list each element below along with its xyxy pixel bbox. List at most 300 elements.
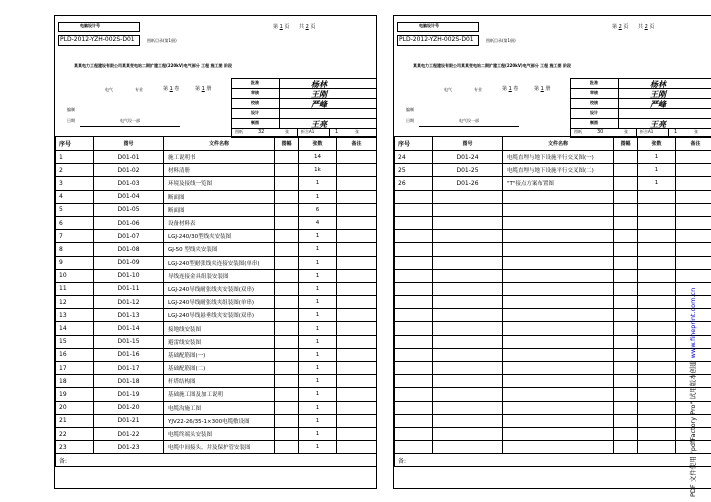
table-row — [395, 414, 711, 427]
row-copies — [638, 190, 676, 203]
signature-approve: 杨林 — [311, 79, 327, 89]
row-remark — [676, 256, 711, 269]
row-file-name — [503, 296, 614, 309]
row-file-name — [503, 190, 614, 203]
row-index: 20 — [56, 401, 94, 414]
signature-approve: 杨林 — [650, 79, 666, 89]
row-file-name — [503, 362, 614, 375]
row-drawing-code — [433, 348, 503, 361]
table-row — [395, 164, 711, 177]
row-remark — [337, 151, 377, 164]
table-row — [56, 256, 377, 269]
row-copies — [638, 216, 676, 229]
row-index — [395, 309, 433, 322]
pdf-watermark — [688, 288, 697, 497]
row-file-name: LGJ-240导线耐张线夹组装图(单串) — [164, 296, 275, 309]
row-size — [275, 441, 299, 454]
role-check: 校核 — [590, 100, 598, 105]
date-label: 日期 — [67, 118, 75, 123]
col-copies-header: 张数 — [299, 137, 337, 151]
table-row — [395, 177, 711, 190]
design-label: 编制 — [67, 107, 75, 112]
row-drawing-code: D01-06 — [94, 216, 164, 229]
row-drawing-code — [433, 388, 503, 401]
row-copies: 1 — [299, 414, 337, 427]
row-remark — [676, 203, 711, 216]
a1-count: 1 — [674, 129, 678, 135]
row-remark — [676, 190, 711, 203]
table-row — [56, 164, 377, 177]
row-remark — [337, 216, 377, 229]
row-size — [614, 427, 638, 440]
row-drawing-code — [433, 401, 503, 414]
table-row — [56, 282, 377, 295]
row-drawing-code — [433, 322, 503, 335]
row-index — [395, 190, 433, 203]
row-size — [614, 414, 638, 427]
row-remark — [337, 401, 377, 414]
row-remark — [676, 230, 711, 243]
row-drawing-code: D01-08 — [94, 243, 164, 256]
row-copies: 1 — [638, 164, 676, 177]
table-row — [395, 335, 711, 348]
row-drawing-code: D01-24 — [433, 151, 503, 164]
count-div-1 — [636, 128, 637, 136]
row-file-name — [503, 269, 614, 282]
project-title: 某某电力工程建设有限公司某某变电站二期扩建工程(220kV)电气部分 工程 施工图 阶段 — [74, 63, 232, 68]
row-file-name: GJ-50 型线夹安装图 — [164, 243, 275, 256]
table-row — [395, 190, 711, 203]
row-size — [275, 216, 299, 229]
vol-number: 第 1 卷 — [163, 86, 180, 92]
row-copies: 1 — [299, 401, 337, 414]
row-index — [395, 441, 433, 454]
col-index-header: 序号 — [56, 137, 94, 151]
sig-line-1 — [570, 88, 711, 89]
row-drawing-code — [433, 190, 503, 203]
row-remark — [337, 243, 377, 256]
a1-count: 1 — [335, 129, 339, 135]
row-remark — [337, 427, 377, 440]
row-index — [395, 388, 433, 401]
row-copies: 1 — [299, 427, 337, 440]
row-drawing-code: D01-05 — [94, 203, 164, 216]
row-index — [395, 414, 433, 427]
col-size-header: 图幅 — [614, 137, 638, 151]
table-row — [56, 401, 377, 414]
row-size — [614, 190, 638, 203]
row-size — [614, 230, 638, 243]
table-row — [56, 362, 377, 375]
row-drawing-code: D01-13 — [94, 309, 164, 322]
row-drawing-code — [433, 216, 503, 229]
row-index — [395, 269, 433, 282]
row-drawing-code: D01-04 — [94, 190, 164, 203]
row-index: 17 — [56, 362, 94, 375]
row-size — [275, 335, 299, 348]
row-drawing-code: D01-03 — [94, 177, 164, 190]
row-drawing-code: D01-15 — [94, 335, 164, 348]
row-copies — [638, 414, 676, 427]
row-copies: 1 — [299, 243, 337, 256]
row-size — [275, 151, 299, 164]
row-copies: 1 — [299, 335, 337, 348]
row-copies: 6 — [299, 203, 337, 216]
sig-line-2 — [231, 98, 376, 99]
row-index — [395, 256, 433, 269]
row-copies: 1k — [299, 164, 337, 177]
design-underline — [419, 126, 519, 127]
drawing-index-table — [394, 136, 711, 467]
row-file-name: 接地线安装图 — [164, 322, 275, 335]
row-size — [275, 401, 299, 414]
table-row — [56, 269, 377, 282]
sheet-unit: 张 — [285, 129, 289, 134]
row-drawing-code — [433, 414, 503, 427]
table-header-row — [56, 137, 377, 151]
row-copies — [638, 256, 676, 269]
row-file-name — [503, 243, 614, 256]
table-row — [56, 230, 377, 243]
col-size-header: 图幅 — [275, 137, 299, 151]
row-copies: 1 — [299, 348, 337, 361]
row-copies: 1 — [299, 322, 337, 335]
watermark-text: PDF 文件使用 "pdfFactory Pro" 试用版本创建 — [689, 358, 697, 497]
row-copies — [638, 269, 676, 282]
col-code-header: 图号 — [433, 137, 503, 151]
row-index — [395, 216, 433, 229]
row-file-name — [503, 230, 614, 243]
role-design: 设计 — [590, 110, 598, 115]
row-remark — [337, 203, 377, 216]
vol-label: 专业 — [135, 87, 143, 92]
table-row — [56, 216, 377, 229]
table-row — [56, 427, 377, 440]
row-size — [614, 296, 638, 309]
table-row — [56, 414, 377, 427]
table-row — [395, 362, 711, 375]
role-draw: 制图 — [590, 120, 598, 125]
col-name-header: 文件名称 — [164, 137, 275, 151]
row-index: 8 — [56, 243, 94, 256]
doc-no: PLD-2012-YZH-002S-D01 — [399, 36, 474, 43]
row-file-name: 电缆中间接头、井及保护管安装图 — [164, 441, 275, 454]
row-size — [614, 282, 638, 295]
watermark-link[interactable]: www.fineprint.com.cn — [689, 287, 697, 359]
row-copies: 4 — [299, 216, 337, 229]
row-index — [395, 375, 433, 388]
row-drawing-code: D01-21 — [94, 414, 164, 427]
row-index — [395, 362, 433, 375]
row-file-name: 基础配筋图(二) — [164, 362, 275, 375]
table-row — [395, 388, 711, 401]
row-drawing-code: D01-18 — [94, 375, 164, 388]
row-size — [614, 335, 638, 348]
row-file-name: 断面图 — [164, 203, 275, 216]
dept-label: 电气 — [105, 87, 113, 92]
row-size — [275, 177, 299, 190]
row-copies — [638, 388, 676, 401]
table-row — [395, 203, 711, 216]
row-file-name — [503, 348, 614, 361]
row-remark — [676, 243, 711, 256]
table-row — [395, 322, 711, 335]
row-copies: 1 — [299, 230, 337, 243]
row-drawing-code — [433, 375, 503, 388]
row-remark — [676, 216, 711, 229]
row-copies — [638, 322, 676, 335]
sig-line-1 — [231, 88, 376, 89]
row-index: 16 — [56, 348, 94, 361]
row-file-name — [503, 216, 614, 229]
role-draw: 制图 — [251, 120, 259, 125]
book-number: 第 1 册 — [534, 86, 551, 92]
role-review: 审核 — [590, 90, 598, 95]
row-size — [275, 243, 299, 256]
row-size — [275, 388, 299, 401]
table-row — [395, 375, 711, 388]
row-size — [614, 256, 638, 269]
col-remark-header: 备注 — [337, 137, 377, 151]
col-code-header: 图号 — [94, 137, 164, 151]
row-drawing-code — [433, 256, 503, 269]
drawing-index-sheet-2 — [393, 15, 711, 489]
row-file-name: 基础施工图及加工说明 — [164, 388, 275, 401]
row-size — [614, 269, 638, 282]
design-unit: 电气设一部 — [120, 118, 140, 123]
row-copies: 1 — [299, 282, 337, 295]
row-index: 12 — [56, 296, 94, 309]
row-copies: 1 — [299, 269, 337, 282]
role-review: 审核 — [251, 90, 259, 95]
row-drawing-code — [433, 362, 503, 375]
sheet-unit: 张 — [624, 129, 628, 134]
table-row — [395, 309, 711, 322]
row-file-name — [503, 388, 614, 401]
a1-label: 折合A1 — [301, 129, 315, 134]
role-design: 设计 — [251, 110, 259, 115]
table-row — [395, 282, 711, 295]
row-size — [275, 348, 299, 361]
row-drawing-code: D01-09 — [94, 256, 164, 269]
footer-note-label: 备: — [56, 454, 377, 467]
row-size — [614, 216, 638, 229]
table-header-row — [395, 137, 711, 151]
row-size — [275, 296, 299, 309]
row-drawing-code — [433, 296, 503, 309]
row-index — [395, 243, 433, 256]
row-index — [395, 427, 433, 440]
table-row — [395, 230, 711, 243]
row-drawing-code: D01-25 — [433, 164, 503, 177]
row-copies: 1 — [299, 388, 337, 401]
row-index — [395, 322, 433, 335]
table-row — [395, 348, 711, 361]
table-row — [56, 335, 377, 348]
table-row — [395, 243, 711, 256]
row-size — [275, 427, 299, 440]
sig-line-4 — [231, 118, 376, 119]
design-label: 编制 — [406, 107, 414, 112]
row-copies — [638, 282, 676, 295]
footer-note-label: 备: — [395, 454, 711, 467]
row-remark — [337, 322, 377, 335]
row-index: 19 — [56, 388, 94, 401]
row-file-name: LGJ-240导线耐张线夹安装图(双串) — [164, 282, 275, 295]
row-file-name: YJV22-26/35-1×300电缆敷设图 — [164, 414, 275, 427]
row-drawing-code — [433, 441, 503, 454]
row-size — [614, 309, 638, 322]
row-copies — [638, 375, 676, 388]
row-file-name: 材料清册 — [164, 164, 275, 177]
row-remark — [676, 269, 711, 282]
row-size — [275, 164, 299, 177]
row-drawing-code: D01-10 — [94, 269, 164, 282]
row-copies — [638, 230, 676, 243]
signature-draw: 王亮 — [650, 119, 666, 129]
count-div-1 — [297, 128, 298, 136]
row-index: 7 — [56, 230, 94, 243]
table-row — [56, 296, 377, 309]
table-row — [56, 190, 377, 203]
row-drawing-code: D01-12 — [94, 296, 164, 309]
doc-no: PLD-2012-YZH-002S-D01 — [60, 36, 135, 43]
sig-divider — [279, 78, 280, 128]
table-body — [56, 151, 377, 454]
row-file-name: LGJ-240导线悬垂线夹安装图(双串) — [164, 309, 275, 322]
role-approve: 批准 — [251, 80, 259, 85]
table-row — [395, 441, 711, 454]
page-counter: 第 2 页 共 2 页 — [612, 24, 655, 30]
row-index — [395, 296, 433, 309]
row-remark — [337, 269, 377, 282]
table-row — [56, 322, 377, 335]
row-file-name: LGJ-240/30型线夹安装图 — [164, 230, 275, 243]
a1-unit: 张 — [694, 129, 698, 134]
count-label: 图纸 — [235, 129, 243, 134]
row-file-name — [503, 203, 614, 216]
project-no-label: 电脑设计号 — [419, 23, 439, 28]
row-drawing-code — [433, 427, 503, 440]
row-size — [614, 203, 638, 216]
row-remark — [676, 151, 711, 164]
sheet-count: 30 — [597, 129, 604, 135]
row-index — [395, 203, 433, 216]
table-row — [395, 427, 711, 440]
row-file-name — [503, 441, 614, 454]
row-file-name — [503, 401, 614, 414]
row-remark — [337, 177, 377, 190]
sheet-header — [55, 16, 376, 136]
row-file-name — [503, 414, 614, 427]
row-remark — [337, 441, 377, 454]
row-remark — [337, 282, 377, 295]
row-remark — [676, 177, 711, 190]
signature-draw: 王亮 — [311, 119, 327, 129]
row-remark — [337, 375, 377, 388]
row-drawing-code: D01-22 — [94, 427, 164, 440]
table-footer — [56, 454, 377, 467]
index-note: 图纸目录(第1册) — [486, 38, 516, 43]
a1-label: 折合A1 — [640, 129, 654, 134]
col-copies-header: 张数 — [638, 137, 676, 151]
table-row — [56, 243, 377, 256]
row-drawing-code — [433, 203, 503, 216]
row-file-name: 设备材料表 — [164, 216, 275, 229]
row-size — [614, 322, 638, 335]
row-remark — [337, 164, 377, 177]
row-index: 22 — [56, 427, 94, 440]
row-size — [275, 362, 299, 375]
sig-divider — [618, 78, 619, 128]
sig-line-3 — [570, 108, 711, 109]
row-index: 24 — [395, 151, 433, 164]
row-size — [614, 362, 638, 375]
row-size — [614, 243, 638, 256]
col-remark-header: 备注 — [676, 137, 711, 151]
row-size — [275, 269, 299, 282]
row-index: 11 — [56, 282, 94, 295]
col-index-header: 序号 — [395, 137, 433, 151]
row-copies — [638, 362, 676, 375]
row-copies — [638, 309, 676, 322]
table-row — [395, 216, 711, 229]
project-no-label: 电脑设计号 — [80, 23, 100, 28]
row-drawing-code — [433, 269, 503, 282]
row-remark — [676, 164, 711, 177]
page-counter: 第 1 页 共 2 页 — [273, 24, 316, 30]
table-row — [395, 296, 711, 309]
row-index — [395, 348, 433, 361]
row-drawing-code: D01-02 — [94, 164, 164, 177]
vol-number: 第 1 卷 — [502, 86, 519, 92]
row-size — [614, 151, 638, 164]
design-unit: 电气设一部 — [459, 118, 479, 123]
row-copies: 1 — [299, 256, 337, 269]
role-approve: 批准 — [590, 80, 598, 85]
sheet-header — [394, 16, 711, 136]
row-copies: 1 — [299, 309, 337, 322]
row-index: 25 — [395, 164, 433, 177]
row-copies — [638, 441, 676, 454]
count-label: 图纸 — [574, 129, 582, 134]
row-size — [275, 203, 299, 216]
row-index: 1 — [56, 151, 94, 164]
row-file-name: 环境及接线一览图 — [164, 177, 275, 190]
signature-check: 严峰 — [311, 99, 327, 109]
vol-label: 专业 — [474, 87, 482, 92]
sheet-count: 32 — [258, 129, 265, 135]
table-row — [395, 256, 711, 269]
row-file-name — [503, 335, 614, 348]
row-file-name — [503, 256, 614, 269]
row-size — [614, 348, 638, 361]
row-file-name — [503, 282, 614, 295]
row-drawing-code — [433, 230, 503, 243]
row-file-name — [503, 322, 614, 335]
row-drawing-code: D01-17 — [94, 362, 164, 375]
row-drawing-code: D01-14 — [94, 322, 164, 335]
table-row — [395, 151, 711, 164]
row-size — [275, 230, 299, 243]
sig-line-3 — [231, 108, 376, 109]
table-row — [395, 269, 711, 282]
row-remark — [337, 190, 377, 203]
row-copies: 1 — [299, 190, 337, 203]
row-file-name: LGJ-240型耐张线夹连接安装图(单串) — [164, 256, 275, 269]
row-index: 18 — [56, 375, 94, 388]
row-index: 14 — [56, 322, 94, 335]
